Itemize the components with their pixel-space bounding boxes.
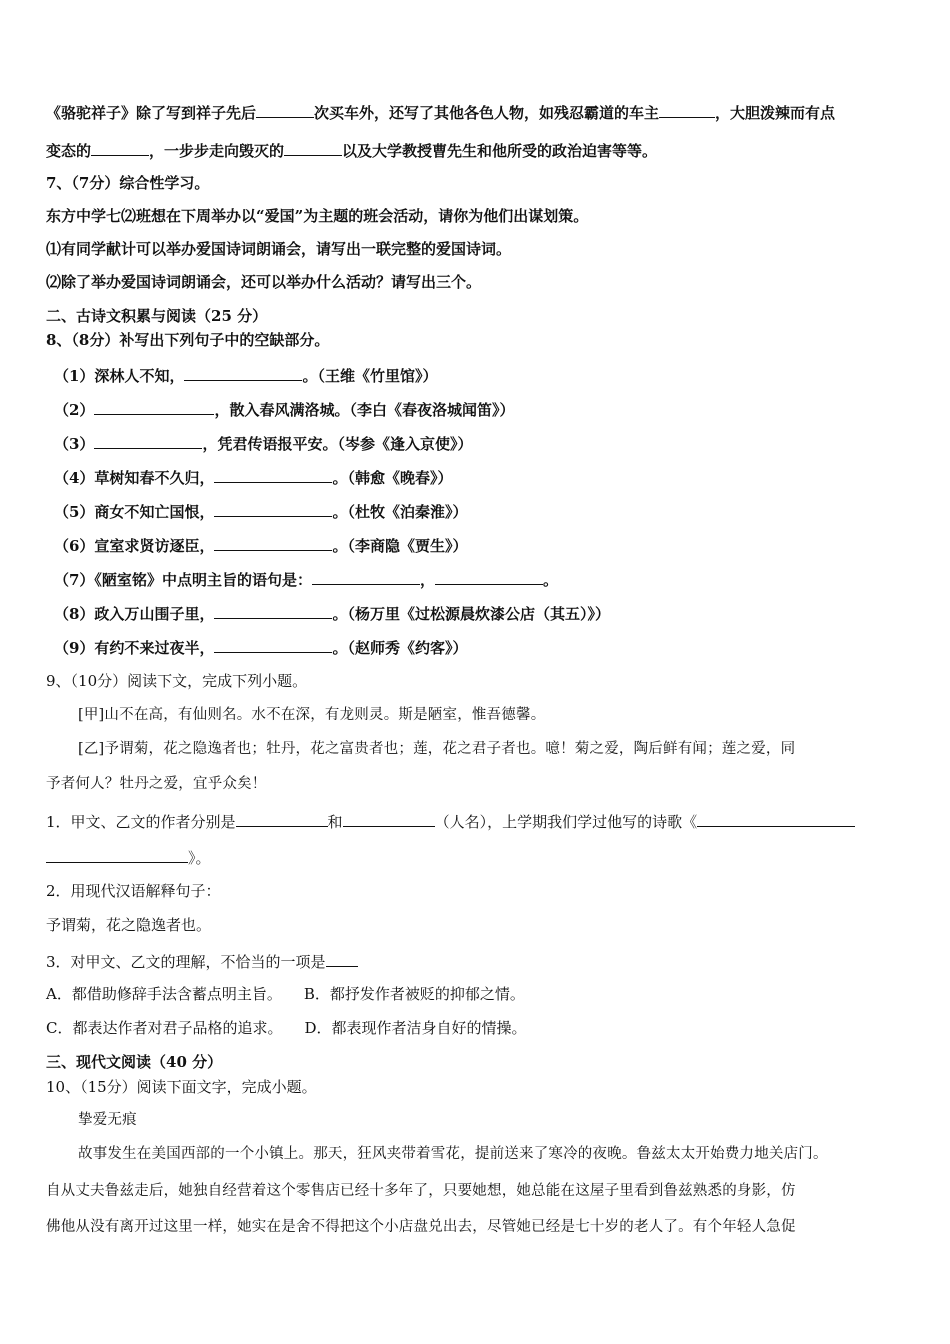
text-segment: 》。 xyxy=(188,849,211,867)
q8-item-8 xyxy=(54,604,610,622)
text-segment: （5）商女不知亡国恨， xyxy=(54,503,215,521)
answer-blank[interactable] xyxy=(326,952,358,967)
q8-item-4 xyxy=(54,468,452,486)
answer-blank[interactable] xyxy=(256,103,314,118)
q9-options-ab xyxy=(46,987,525,1002)
q9-options-cd xyxy=(46,1021,527,1036)
q9-sub-1-line-1 xyxy=(46,812,855,830)
story-paragraph-line-1: 故事发生在美国西部的一个小镇上。那天，狂风夹带着雪花，提前送来了寒冷的夜晚。鲁兹太太开始费力地关店门。 xyxy=(78,1146,828,1162)
answer-blank[interactable] xyxy=(214,468,332,483)
text-segment: 。（李商隐《贾生》） xyxy=(332,537,468,555)
answer-blank[interactable] xyxy=(214,638,332,653)
question-7-title: 7、（7分）综合性学习。 xyxy=(46,174,210,192)
story-title: 挚爱无痕 xyxy=(78,1112,137,1128)
text-segment: ，大胆泼辣而有点 xyxy=(715,104,836,122)
text-segment: （2） xyxy=(54,401,95,419)
question-10-title: 10、（15分）阅读下面文字，完成小题。 xyxy=(46,1078,317,1096)
answer-blank[interactable] xyxy=(284,141,342,156)
q8-item-1 xyxy=(54,366,437,384)
question-7-part-1: ⑴有同学献计可以举办爱国诗词朗诵会，请写出一联完整的爱国诗词。 xyxy=(46,240,512,258)
option-b[interactable]: B．都抒发作者被贬的抑郁之情。 xyxy=(303,985,525,1003)
text-segment: （人名），上学期我们学过他写的诗歌《 xyxy=(434,813,698,831)
text-segment: 变态的 xyxy=(46,142,92,160)
answer-blank[interactable] xyxy=(312,570,420,585)
text-segment: 。（杜牧《泊秦淮》） xyxy=(332,503,468,521)
answer-blank[interactable] xyxy=(435,570,543,585)
story-paragraph-line-3: 佛他从没有离开过这里一样，她实在是舍不得把这个小店盘兑出去，尽管她已经是七十岁的老人了。有个年轻人急促 xyxy=(46,1219,796,1235)
answer-blank[interactable] xyxy=(214,536,332,551)
answer-blank[interactable] xyxy=(214,604,332,619)
question-8-title: 8、（8分）补写出下列句子中的空缺部分。 xyxy=(46,331,330,349)
text-segment: 1．甲文、乙文的作者分别是 xyxy=(46,813,236,831)
q9-sub-2-sentence: 予谓菊，花之隐逸者也。 xyxy=(46,916,212,934)
q9-sub-3 xyxy=(46,952,358,970)
text-segment: ，凭君传语报平安。（岑参《逢入京使》） xyxy=(202,435,473,453)
text-segment: 。（赵师秀《约客》） xyxy=(332,639,468,657)
text-segment: ，一步步走向毁灭的 xyxy=(149,142,285,160)
text-segment: ， xyxy=(419,571,435,589)
text-segment: 以及大学教授曹先生和他所受的政治迫害等等。 xyxy=(342,142,658,160)
text-segment: 。（韩愈《晚春》） xyxy=(332,469,453,487)
section-2-heading: 二、古诗文积累与阅读（25 分） xyxy=(46,307,268,325)
q8-item-6 xyxy=(54,536,467,554)
answer-blank[interactable] xyxy=(214,502,332,517)
text-segment: 。（王维《竹里馆》） xyxy=(302,367,438,385)
camel-xiangzi-line-2 xyxy=(46,141,657,159)
text-segment: 。 xyxy=(542,571,558,589)
text-segment: 次买车外，还写了其他各色人物，如残忍霸道的车主 xyxy=(314,104,660,122)
answer-blank[interactable] xyxy=(91,141,149,156)
text-segment: 。（杨万里《过松源晨炊漆公店（其五）》） xyxy=(332,605,610,623)
text-segment: （6）宣室求贤访逐臣， xyxy=(54,537,215,555)
text-segment: （7）《陋室铭》中点明主旨的语句是： xyxy=(54,571,312,589)
text-segment: （1）深林人不知， xyxy=(54,367,185,385)
q8-item-9 xyxy=(54,638,467,656)
answer-blank[interactable] xyxy=(184,366,302,381)
answer-blank[interactable] xyxy=(94,434,202,449)
answer-blank[interactable] xyxy=(236,812,328,827)
passage-yi-line-2: 予者何人？牡丹之爱，宜乎众矣！ xyxy=(46,776,267,792)
text-segment: （9）有约不来过夜半， xyxy=(54,639,215,657)
section-3-heading: 三、现代文阅读（40 分） xyxy=(46,1053,223,1071)
answer-blank[interactable] xyxy=(94,400,214,415)
question-7-intro: 东方中学七⑵班想在下周举办以“爱国”为主题的班会活动，请你为他们出谋划策。 xyxy=(46,207,589,225)
q8-item-3 xyxy=(54,434,472,452)
camel-xiangzi-line-1 xyxy=(46,103,835,121)
text-segment: （3） xyxy=(54,435,95,453)
answer-blank[interactable] xyxy=(343,812,435,827)
passage-yi-line-1: [乙]予谓菊，花之隐逸者也；牡丹，花之富贵者也；莲，花之君子者也。噫！菊之爱，陶后鲜有闻；莲之爱，同 xyxy=(78,741,796,757)
option-c[interactable]: C．都表达作者对君子品格的追求。 xyxy=(46,1019,283,1037)
question-7-part-2: ⑵除了举办爱国诗词朗诵会，还可以举办什么活动？请写出三个。 xyxy=(46,273,482,291)
answer-blank[interactable] xyxy=(697,812,855,827)
text-segment: 3．对甲文、乙文的理解，不恰当的一项是 xyxy=(46,953,326,971)
q9-sub-2: 2．用现代汉语解释句子： xyxy=(46,882,221,900)
q8-item-2 xyxy=(54,400,514,418)
passage-jia: [甲]山不在高，有仙则名。水不在深，有龙则灵。斯是陋室，惟吾德馨。 xyxy=(78,707,546,723)
text-segment: （8）政入万山围子里， xyxy=(54,605,215,623)
text-segment: 和 xyxy=(327,813,343,831)
story-paragraph-line-2: 自从丈夫鲁兹走后，她独自经营着这个零售店已经十多年了，只要她想，她总能在这屋子里看到鲁兹熟悉的身影，仿 xyxy=(46,1183,796,1199)
answer-blank[interactable] xyxy=(46,848,188,863)
option-a[interactable]: A．都借助修辞手法含蓄点明主旨。 xyxy=(46,985,282,1003)
question-9-title: 9、（10分）阅读下文，完成下列小题。 xyxy=(46,672,308,690)
text-segment: ，散入春风满洛城。（李白《春夜洛城闻笛》） xyxy=(214,401,515,419)
text-segment: （4）草树知春不久归， xyxy=(54,469,215,487)
answer-blank[interactable] xyxy=(659,103,715,118)
option-d[interactable]: D．都表现作者洁身自好的情操。 xyxy=(304,1019,527,1037)
q9-sub-1-line-2 xyxy=(46,848,211,866)
text-segment: 《骆驼祥子》除了写到祥子先后 xyxy=(46,104,257,122)
q8-item-5 xyxy=(54,502,467,520)
q8-item-7 xyxy=(54,570,558,588)
